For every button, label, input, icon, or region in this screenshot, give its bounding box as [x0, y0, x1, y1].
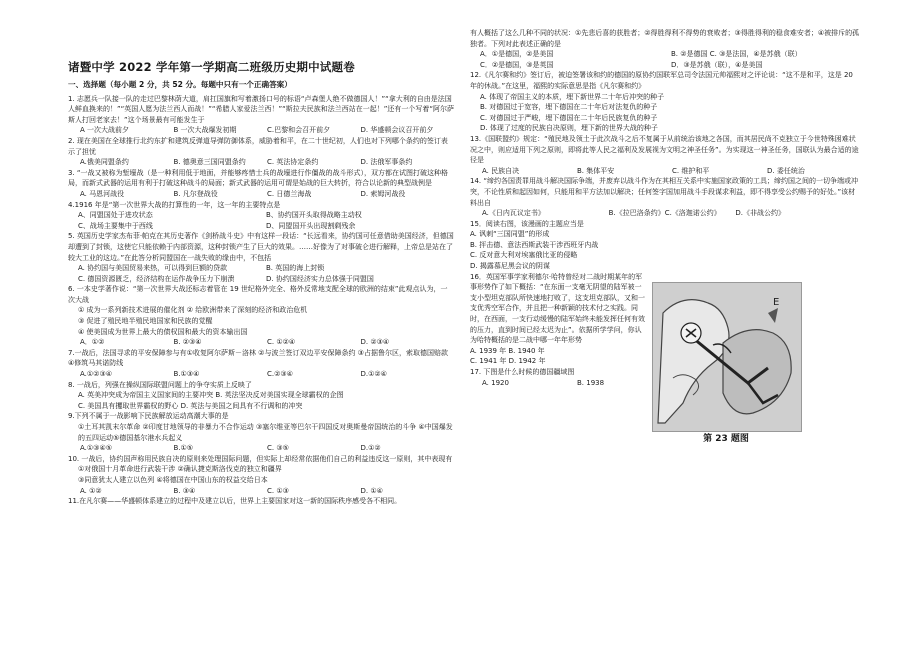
answer-option: D. 法俄军事条约	[360, 158, 413, 167]
answer-option: A.俄美同盟条约	[80, 158, 129, 167]
option-line: ③同意犹太人建立以色列 ④将德国在中国山东的权益交给日本	[78, 475, 268, 484]
question-text: 14. “缔约各国责罪用战斗解决国际争端，并废弃以战斗作为在其相互关系中实施国家政策的工具；缔约国之间的一切争端或冲突，不论性质和起因如何，只能用和平方法加以解决；任何签字国加用战斗手段谋求利益，即不得享受公约赐予的好处。”该材料出自	[470, 177, 858, 207]
answer-option: C．②是德国，③是英国	[480, 60, 554, 69]
answer-option: C. 英法协定条约	[267, 158, 319, 167]
question-text: 4.1916 年是“第一次世界大战的打算性的一年，这一年的主要特点是	[68, 200, 281, 209]
question-text: 13.《国联盟约》规定：“殖民地及领土于此次战斗之后不复属于从前统治该地之各国，而其居民尚不克独立于今世特殊困难状况之中，则应适用下列之原则，即将此等人民之福利及发展视为文明之神圣任务”。为实现这一神圣任务，国联认为最合适的途径是	[470, 134, 859, 165]
option-row	[80, 486, 454, 497]
question-text: 6. 一本史学著作说：“第一次世界大战还标志着管在 19 世纪格外完全、格外反常地支配全球的欧洲的结束”此观点认为，一次大战	[68, 285, 448, 304]
answer-option: A 一次大战前夕	[80, 126, 130, 135]
answer-option: C. ③⑤	[267, 444, 289, 453]
question-text: 7.一战后，法国寻求的平安保障参与有①收复阿尔萨斯－洛林 ②与波兰签订双边平安保障条约 ③占据鲁尔区，索取德国赔款 ④修筑马其诺防线	[68, 348, 448, 368]
question-text: 9.下列不属于一战影响下民族解放运动高潮大事的是	[68, 412, 229, 421]
answer-option: B 一次大战爆发初期	[173, 126, 237, 135]
page-title: 诸暨中学 2022 学年第一学期高二班级历史期中试题卷	[68, 60, 355, 74]
option-line: ①对俄国十月革命进行武装干涉 ②确认捷克斯洛伐克的独立和疆界	[78, 465, 282, 474]
answer-option: D、同盟国开头出现割剩残余	[266, 221, 356, 230]
answer-option: B. 1938	[577, 378, 605, 387]
question-text: 15．阅读右图，该漫画的主题应当是	[470, 219, 584, 228]
cartoon-letter: E	[773, 297, 780, 308]
option-line: C. 1941 年 D. 1942 年	[470, 357, 546, 366]
option-line: A. 讽刺“三国同盟”的形成	[470, 230, 550, 239]
option-line: 16．英国军事学家利德尔·哈特曾经对二战时期某年的军事形势作了如下概括：“在东面一支毫无阴望的陆军被一支小型坦克部队所快速地打败了，这支坦克部队，又和一支优秀空军合作，并且把一种新颖的技术付之实践。同时，在西面，一支行动缓慢的陆军始终未能发挥任何有效的压力，直到时间已经太迟为止”。依据所学学问，你认为哈特概括的是二战中哪一年年形势	[470, 272, 645, 345]
question-text: 11.在凡尔赛——华盛顿体系建立的过程中及建立以后，世界上主要国家对这一新的国际秩序感受各不相同。	[68, 497, 402, 506]
figure-caption: 第 23 题图	[703, 434, 749, 444]
answer-option: B. ②是德国 C. ③是法国，④是苏俄（联）	[671, 50, 802, 59]
answer-option: C.巴黎和会召开前夕	[267, 126, 331, 135]
answer-option: C、战场主要集中于西线	[78, 221, 153, 230]
answer-option: D. ①④	[360, 486, 383, 495]
left-column	[68, 60, 454, 507]
answer-option: C. 德国资源匮乏，经济结构在运作战争压力下崩溃	[78, 274, 235, 283]
answer-option: A.①②③④	[80, 370, 112, 379]
option-line: A. 英美冲突成为帝国主义国家间的主要冲突 B. 英法坚决反对美国实现全球霸权的企图	[78, 391, 344, 400]
option-row	[80, 369, 454, 380]
answer-option: D. 华盛顿会议召开前夕	[360, 126, 434, 135]
question-text: 有人概括了这么几种不同的状况：①先悲后喜的获胜者；②得胜得利不得势的衰败者；③得胜得利的稳食难安者；④被排斥的孤独者。下列对此表述正确的是	[470, 29, 860, 48]
answer-option: A. 民族自决	[482, 166, 520, 175]
option-line: B. 抨击德、意法西斯武装干涉西班牙内战	[470, 240, 599, 249]
option-row	[482, 208, 862, 219]
answer-option: D. 协约国经济实力总体强于同盟国	[266, 274, 374, 283]
answer-option: D. ②③④	[360, 338, 390, 347]
option-line: B. 对德国过于宽容，埋下德国在二十年后对法复仇的种子	[480, 103, 658, 112]
answer-option: C. 日德兰海战	[267, 189, 312, 198]
option-line: A. 体现了帝国主义的本质，埋下新世界二十年后冲突的种子	[480, 92, 665, 101]
left-questions	[68, 94, 454, 507]
option-line: ① 成为一系列新技术进展的催化剂 ② 给欧洲带来了深刻的经济和政治危机	[78, 306, 308, 315]
answer-option: A. 马恩河战役	[80, 189, 125, 198]
answer-option: B. 集体平安	[577, 166, 615, 175]
section-heading: 一、选择题（每小题 2 分，共 52 分。每题中只有一个正确答案）	[68, 80, 292, 89]
option-row	[80, 157, 454, 168]
question-text: 1. 志愿兵一队接一队的走过巴黎林荫大道，肩扛国旗和写着激扬口号的标语“卢森堡人绝不做德国人！”“拿大利的自由是法国人鲜血换来的！”“英国人愿为法兰西人而战！”“希腊人家爱法兰西！”“斯拉夫民族和法兰西站在一起！”还有一个写着“阿尔萨斯人打回老家去！”这个场景最有可能发生于	[68, 94, 455, 124]
answer-option: D. 索姆河战役	[360, 189, 406, 198]
answer-option: C. 维护和平	[672, 166, 710, 175]
answer-option: B.①③④	[173, 370, 200, 379]
option-line: C. 美国具有攫取世界霸权的野心 D. 英法与美国之间具有不行调和的冲突	[78, 401, 303, 410]
option-line: ④ 使美国成为世界上最大的债权国和最大的资本输出国	[78, 327, 248, 336]
option-line: C. 对德国过于严峻，埋下德国在二十年后民族复仇的种子	[480, 113, 658, 122]
answer-option: D.①②	[360, 444, 381, 453]
answer-option: A、同盟国处于进攻状态	[78, 211, 153, 220]
answer-option: B、协约国开头取得战略主动权	[266, 211, 362, 220]
answer-option: C. ①③	[267, 486, 289, 495]
option-line: D. 体现了过度的民族自决原则，埋下新的世界大战的种子	[480, 124, 658, 133]
answer-option: A.①③④⑤	[80, 444, 112, 453]
option-row	[80, 337, 454, 348]
right-column	[470, 28, 862, 444]
answer-option: D．③是苏俄（联），④是美国	[671, 60, 763, 69]
answer-option: A. 1920	[482, 378, 509, 387]
question-text: 10. 一战后，协约国声称用民族自决的原则来处理国际问题，但实际上却经常依据他们自己的利益违反这一原则，其中表现有	[68, 454, 453, 463]
option-row	[80, 443, 454, 454]
answer-option: B.①⑤	[173, 444, 194, 453]
question-text: 3. “一战又被称为堑壕战（是一种利用低于地面，并能够疼惜士兵的战壕进行作僵战的战斗形式），双方都在试图打破这种格局，而新式武器的运用有利于打破这种战斗的局面；新式武器的运用可谓是始战的巨大转折，符合以论新的典型战例是	[68, 168, 449, 188]
answer-option: A．①②	[80, 338, 105, 347]
cartoon-image	[652, 282, 802, 432]
question-text: 8. 一战后，列强在操纵国际联盟问题上的争夺实质上反映了	[68, 380, 252, 389]
option-row	[78, 263, 454, 284]
option-row	[480, 49, 862, 60]
answer-option: A. ①②	[80, 486, 102, 495]
answer-option: D.①②④	[360, 370, 387, 379]
answer-option: A. 协约国与美国贸易来热，可以得到巨额的贷款	[78, 264, 228, 273]
question-text: 17. 下图是什么时候的德国疆域图	[470, 368, 575, 376]
option-line: D. 揭露慕尼黑会议的阴谋	[470, 262, 550, 271]
question-text: 12.《凡尔赛和约》签订后，被迫签署该和约的德国的原协约国联军总司令法国元帅福熙对之评论说：“这不是和平，这是 20 年的休战。”在这里，福熙的实际意思是指《凡尔赛和约》	[470, 71, 853, 90]
cartoon-figure	[652, 282, 800, 442]
question-text: 5. 英国历史学家杰布菲·帕克在其历史著作《剑桥战斗史》中有这样一段话：“长远看来，协约国可任意借助美国经济，但德国却遭到了封锁，这使它只能依赖于内部资源，这种封锁产生了巨大的效果。……好像为了对事破仑进行解释，上帝总是站在了较大工业的这边。”在此答分析同盟国在一战失败的缘由中，不包括	[68, 232, 454, 262]
option-line: C. 反对意大利对埃塞俄比亚的侵略	[470, 251, 578, 260]
option-row	[80, 125, 454, 136]
answer-option: D.《非战公约》	[735, 209, 785, 218]
option-row	[80, 189, 454, 200]
answer-option: C. ①②④	[267, 338, 296, 347]
answer-option: A.《日内瓦议定书》	[482, 209, 545, 218]
option-row	[78, 210, 454, 231]
question-text: 2. 现在美国在全球推行北约东扩和建筑反弹道导弹防御体系，威胁着和平，在二十世纪初，人们也对下列哪个条约的签订表示了担忧	[68, 136, 448, 156]
option-row	[480, 60, 862, 71]
option-line: A. 1939 年 B. 1940 年	[470, 346, 545, 355]
answer-option: B. 英国的海上封锁	[266, 264, 325, 273]
answer-option: D. 委任统治	[767, 166, 805, 175]
option-row	[482, 166, 862, 177]
answer-option: B. 凡尔登战役	[173, 189, 218, 198]
cartoon-drawing	[653, 283, 801, 431]
answer-option: A．①是德国，②是美国	[480, 50, 554, 59]
answer-option: C.②③④	[267, 370, 293, 379]
answer-option: B.《拉巴洛条约》C.《洛迦诺公约》	[608, 209, 721, 218]
option-line: ③ 促进了殖民地半殖民地国家和民族的觉醒	[78, 317, 213, 326]
answer-option: B. 德奥意三国同盟条约	[173, 158, 246, 167]
answer-option: B. ②③④	[173, 338, 202, 347]
answer-option: B. ③④	[173, 486, 196, 495]
option-line: ①土耳其凯末尔革命 ②印度甘地领导的非暴力不合作运动 ③塞尔维亚等巴尔干四国反对奥斯曼帝国统治的斗争 ④中国爆发的五四运动⑤德国基尔港水兵起义	[78, 423, 453, 442]
